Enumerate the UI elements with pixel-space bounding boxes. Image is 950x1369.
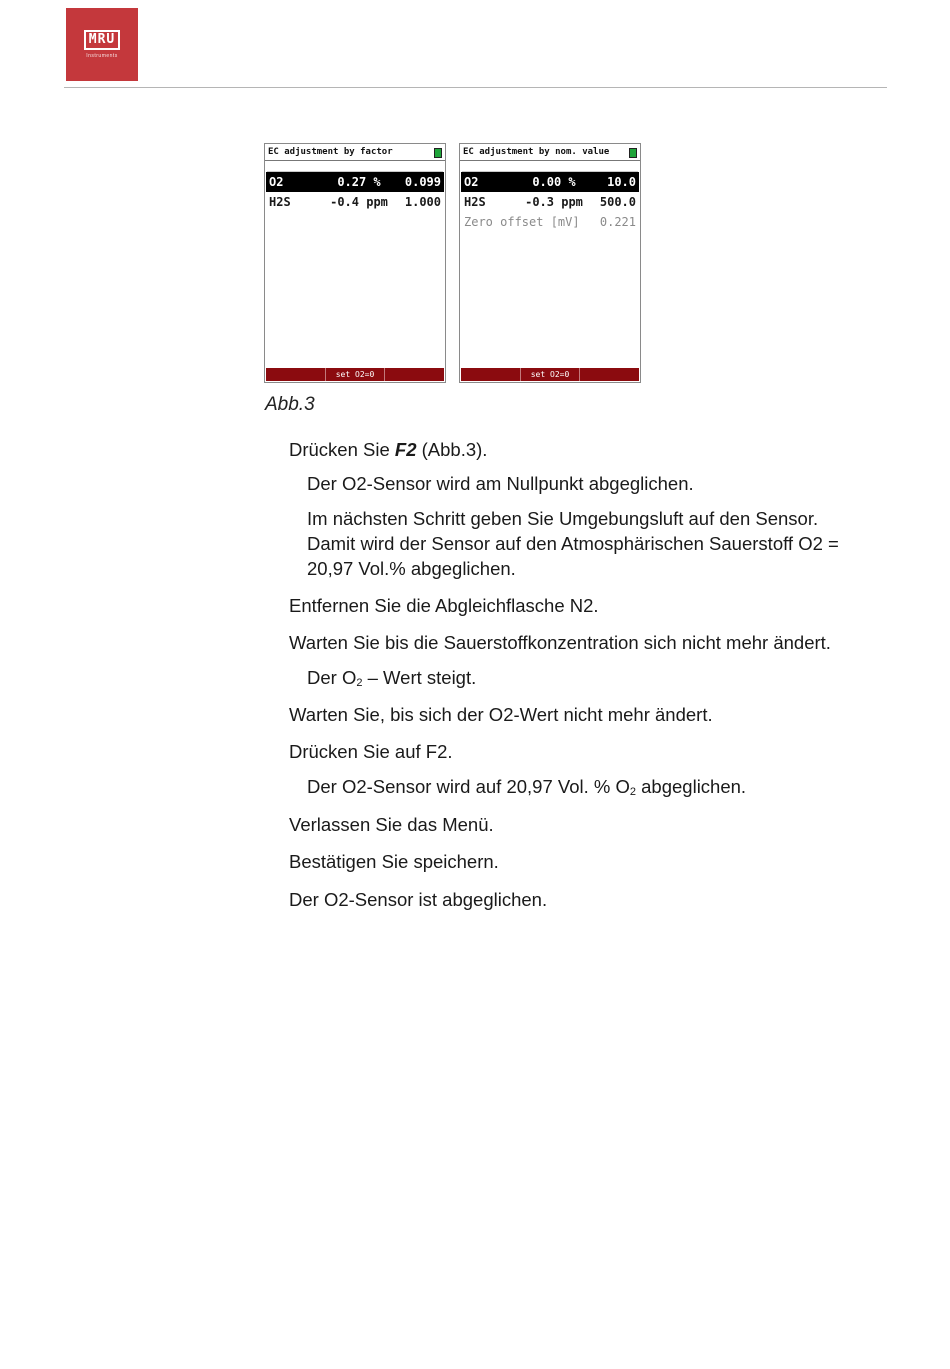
step-confirm-save: Bestätigen Sie speichern.: [289, 851, 499, 872]
step-press-f2: [289, 438, 487, 462]
logo-tagline: Instruments: [86, 53, 118, 59]
sensor-name: O2: [464, 175, 479, 189]
softkey-bar: [266, 368, 444, 381]
step-wait-concentration: Warten Sie bis die Sauerstoffkonzentration sich nicht mehr ändert.: [289, 632, 831, 653]
softkey-f3: [580, 368, 639, 381]
softkey-bar: [461, 368, 639, 381]
figure-caption: Abb.3: [265, 394, 315, 415]
sensor-nominal: 10.0: [607, 175, 636, 189]
step-wait-value: Warten Sie, bis sich der O2-Wert nicht mehr ändert.: [289, 704, 713, 725]
sensor-name: H2S: [269, 195, 291, 209]
screen-spacer: [462, 161, 638, 172]
result-zero-adjust: Der O2-Sensor wird am Nullpunkt abgeglichen.: [307, 473, 694, 494]
sensor-row-h2s: [461, 192, 639, 212]
result-text: Der O2-Sensor wird auf 20,97 Vol. % O: [307, 776, 630, 797]
sensor-row-o2: [266, 172, 444, 192]
info-next-step-1: Im nächsten Schritt geben Sie Umgebungsluft auf den Sensor.: [307, 508, 819, 529]
sensor-factor: 0.099: [404, 175, 441, 189]
subscript: 2: [629, 786, 636, 798]
softkey-f2-set-o2-zero: set O2=0: [521, 368, 580, 381]
zero-offset-label: Zero offset [mV]: [464, 215, 580, 229]
softkey-f2-set-o2-zero: set O2=0: [326, 368, 385, 381]
sensor-value: -0.3 ppm: [525, 195, 583, 209]
step-press-f2-again: Drücken Sie auf F2.: [289, 741, 453, 762]
softkey-f1: [266, 368, 326, 381]
result-text: – Wert steigt.: [362, 667, 477, 688]
result-adjust-2097: [307, 775, 746, 804]
sensor-value: 0.00 %: [532, 175, 576, 189]
screen-title: [460, 144, 640, 161]
sensor-nominal: 500.0: [599, 195, 636, 209]
sensor-name: H2S: [464, 195, 486, 209]
result-done: Der O2-Sensor ist abgeglichen.: [289, 889, 548, 910]
softkey-f3: [385, 368, 444, 381]
zero-offset-value: 0.221: [599, 215, 636, 229]
screen-title: [265, 144, 445, 161]
step-text: (Abb.3).: [416, 439, 488, 460]
sensor-value: -0.4 ppm: [330, 195, 388, 209]
info-next-step-2: Damit wird der Sensor auf den Atmosphärischen Sauerstoff O2 =: [307, 533, 839, 554]
result-text: abgeglichen.: [636, 776, 747, 797]
sensor-name: O2: [269, 175, 284, 189]
device-screen-factor: [264, 143, 446, 383]
screen-spacer: [267, 161, 443, 172]
sensor-factor: 1.000: [404, 195, 441, 209]
logo-wordmark: MRU: [84, 30, 120, 50]
screen-title-text: EC adjustment by factor: [268, 147, 393, 157]
result-value-rises: [307, 666, 476, 695]
sensor-value: 0.27 %: [337, 175, 381, 189]
zero-offset-row: [461, 212, 639, 232]
header-divider: [64, 87, 887, 88]
battery-icon: [434, 148, 442, 158]
key-f2: F2: [394, 439, 417, 460]
screen-title-text: EC adjustment by nom. value: [463, 147, 610, 157]
subscript: 2: [356, 677, 363, 689]
step-leave-menu: Verlassen Sie das Menü.: [289, 814, 494, 835]
info-next-step-3: 20,97 Vol.% abgeglichen.: [307, 558, 516, 579]
softkey-f1: [461, 368, 521, 381]
sensor-row-h2s: [266, 192, 444, 212]
step-text: Drücken Sie: [289, 439, 395, 460]
battery-icon: [629, 148, 637, 158]
sensor-row-o2: [461, 172, 639, 192]
result-text: Der O: [307, 667, 357, 688]
company-logo: [66, 8, 138, 81]
step-remove-bottle: Entfernen Sie die Abgleichflasche N2.: [289, 595, 599, 616]
device-screen-nominal: [459, 143, 641, 383]
